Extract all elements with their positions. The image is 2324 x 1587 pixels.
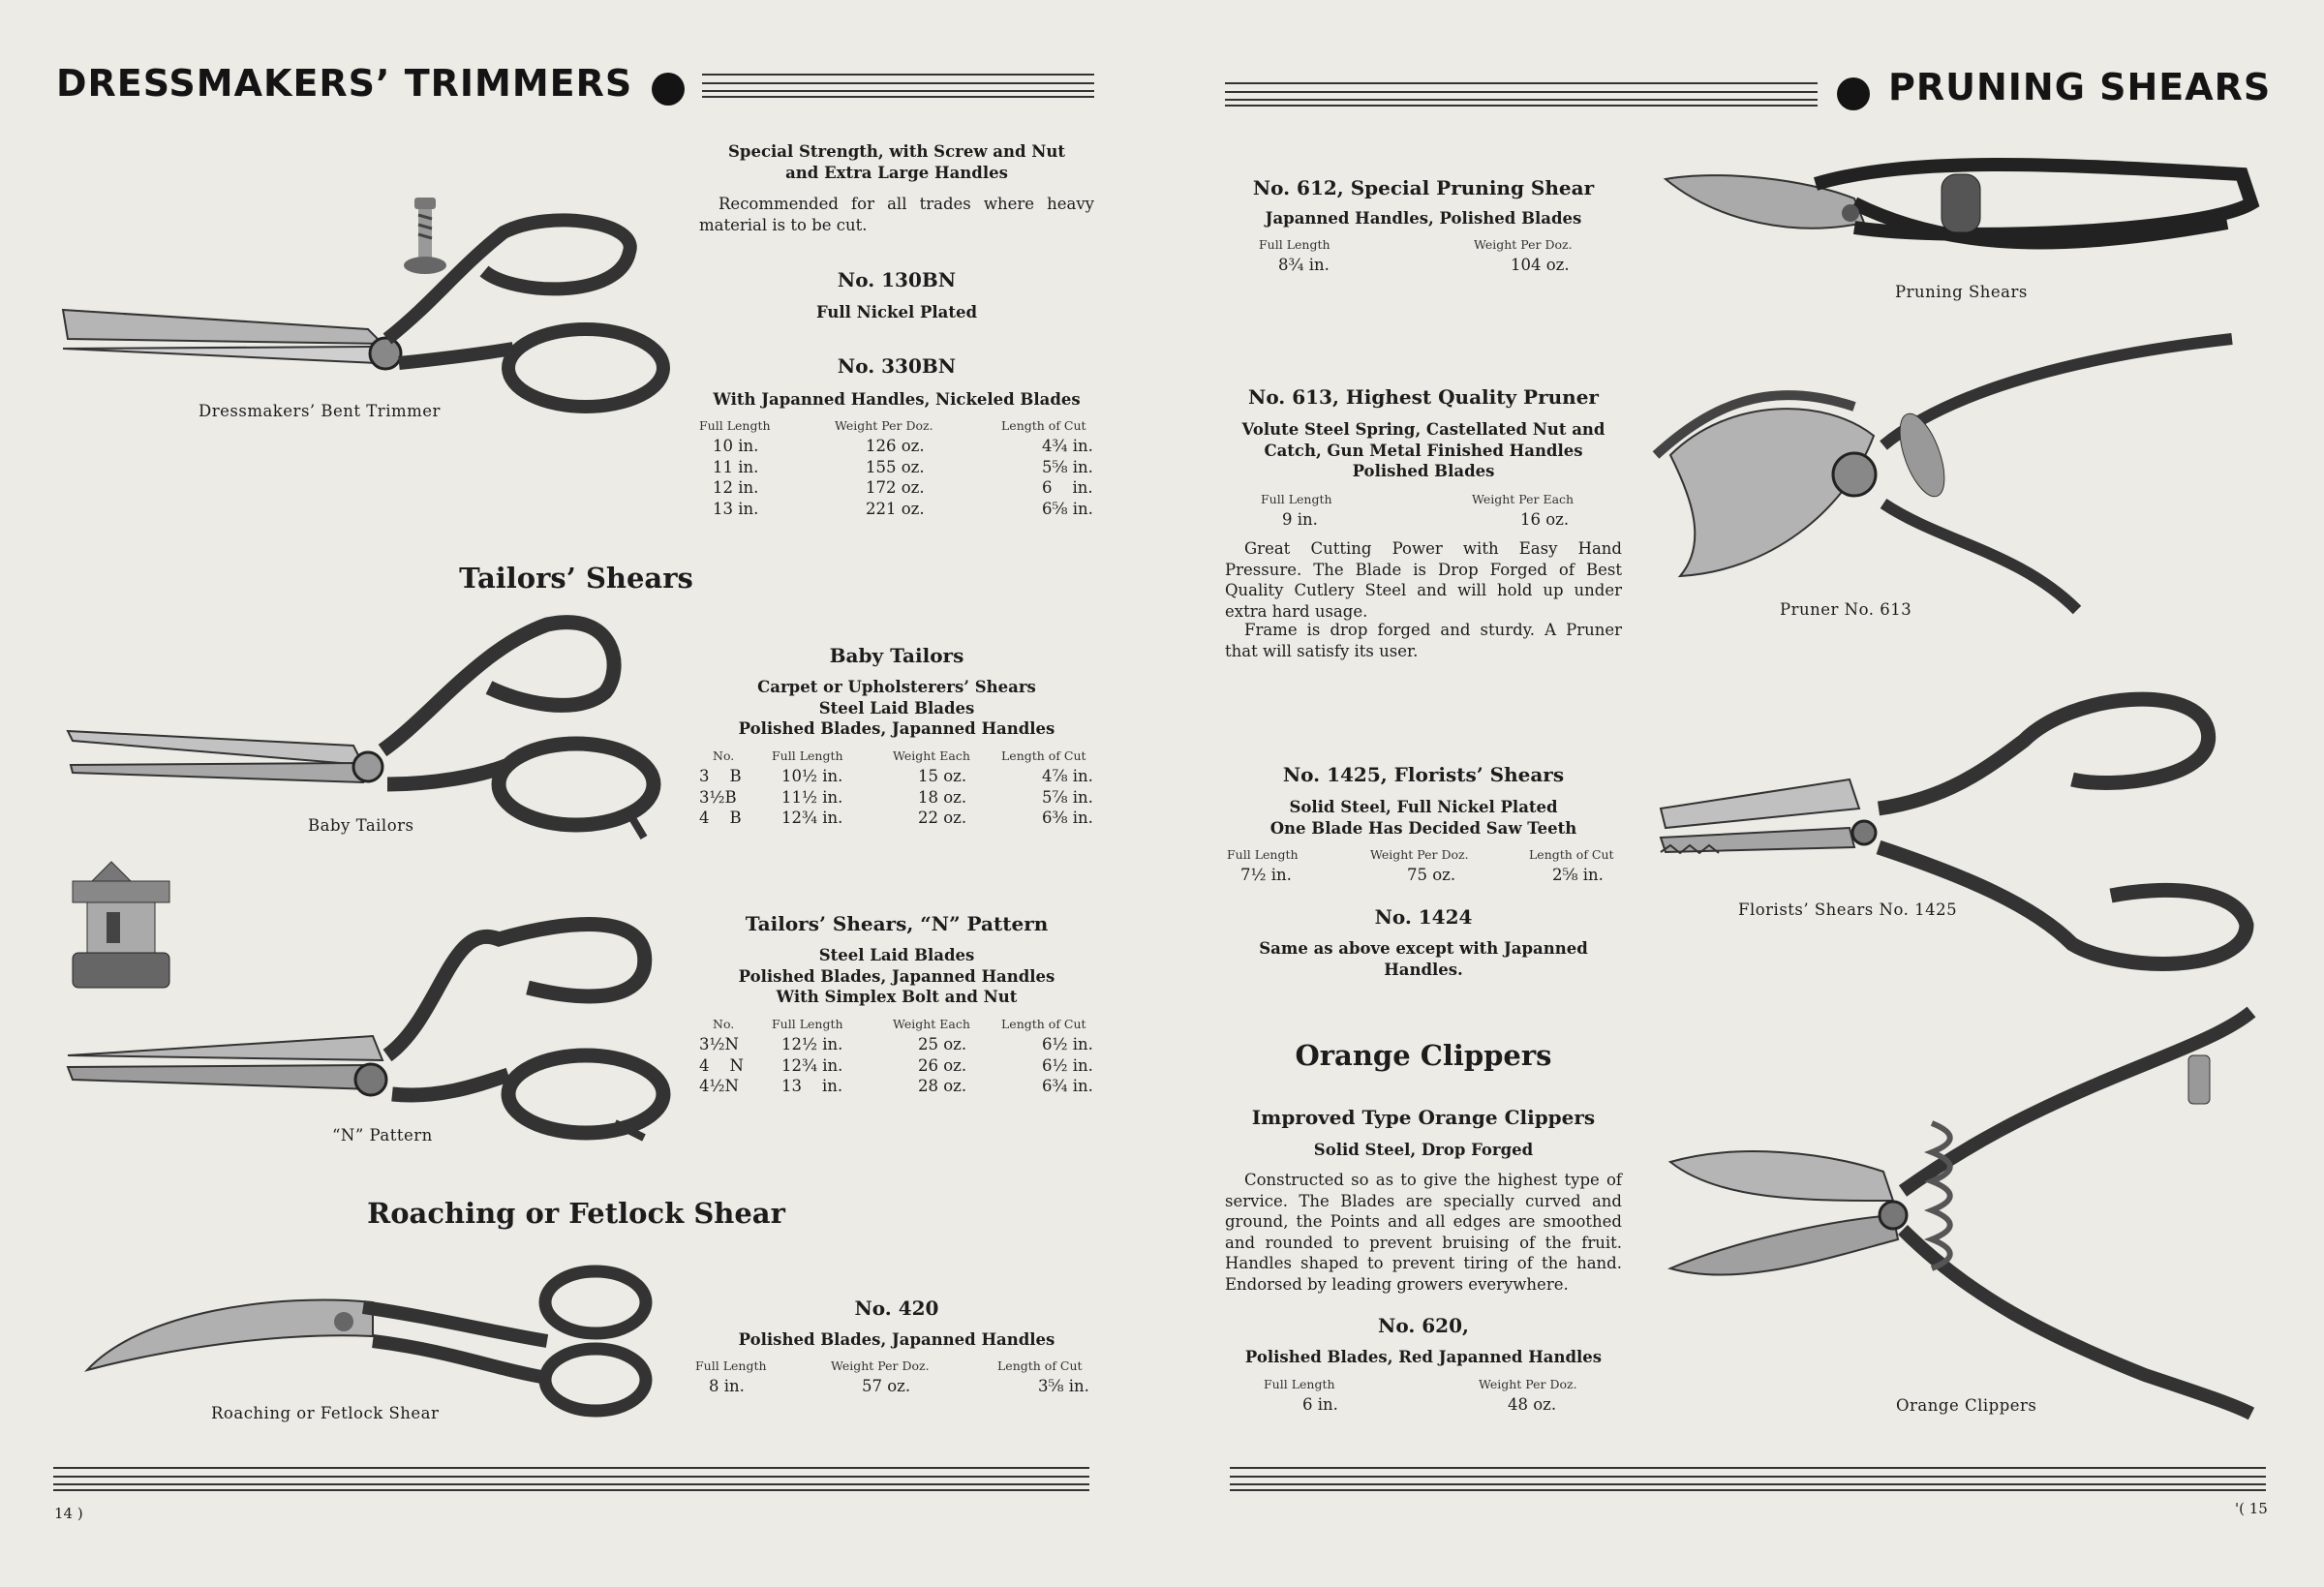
caption-florists: Florists’ Shears No. 1425 [1738,900,1958,919]
table-cell: 6¾ in. [1042,1077,1093,1095]
table-cell: 5⅝ in. [1042,457,1093,476]
table-cell: 57 oz. [862,1377,911,1395]
th-full-length: Full Length [1259,237,1330,252]
no-420-sub: Polished Blades, Japanned Handles [738,1330,1055,1349]
th-no: No. [713,748,735,763]
no-620-sub: Polished Blades, Red Japanned Handles [1244,1348,1603,1366]
table-cell: 3 B [699,767,742,785]
table-cell: 7½ in. [1240,866,1292,884]
improved-para: Constructed so as to give the highest type of service. The Blades are specially curved and ground, the Points and all edges are smoothed and rounded to prevent bruising of the fruit. Handles shaped to prevent tiring of the hand. Endorsed by leading growers everywhere. [1225,1171,1622,1294]
table-cell: 25 oz. [918,1035,967,1053]
right-page-heading: PRUNING SHEARS [1888,66,2272,108]
spec-table-n-pattern [699,1017,1094,1104]
heading-rules [702,74,1094,76]
th-weight: Weight Per Doz. [1479,1377,1577,1391]
th-length-cut: Length of Cut [1001,748,1086,763]
section-tailors-shears: Tailors’ Shears [459,562,693,595]
no-613-sub: Volute Steel Spring, Castellated Nut and Catch, Gun Metal Finished Handles Polished Blades [1241,420,1605,480]
th-full-length: Full Length [695,1358,767,1373]
pruner-613-image [1651,320,2251,634]
table-cell: 155 oz. [866,457,925,476]
heading-rule [702,96,1094,98]
scissors-icon [87,1271,646,1411]
special-strength-title: Special Strength, with Screw and Nut and Extra Large Handles [728,142,1065,182]
no-1424-title: No. 1424 [1374,905,1473,929]
n-pattern-title: Tailors’ Shears, “N” Pattern [745,912,1049,935]
nut-icon [73,862,169,988]
th-full-length: Full Length [1227,847,1299,862]
pruner-icon [1656,339,2232,610]
table-cell: 8 in. [709,1377,745,1395]
table-cell: 2⅝ in. [1552,866,1604,884]
th-weight: Weight Per Doz. [831,1358,930,1373]
table-cell: 11 in. [713,457,759,476]
table-cell: 172 oz. [866,478,925,497]
table-cell: 10½ in. [781,767,843,785]
page-number-right: '( 15 [2235,1500,2268,1517]
caption-pruning-shears: Pruning Shears [1895,283,2028,301]
table-cell: 4 B [699,809,742,827]
no-613-para1: Great Cutting Power with Easy Hand Pressure. The Blade is Drop Forged of Best Quality Cutlery Steel and will hold up under extra hard usage. [1225,539,1622,621]
th-full-length: Full Length [1261,492,1332,506]
scissors-icon [63,220,663,407]
th-length-cut: Length of Cut [997,1358,1083,1373]
baby-tailors-title: Baby Tailors [829,644,964,667]
caption-n-pattern: “N” Pattern [332,1126,433,1144]
no-613-para2: Frame is drop forged and sturdy. A Pruner that will satisfy its user. [1225,621,1622,660]
th-weight: Weight Each [893,1017,970,1031]
table-cell: 48 oz. [1508,1395,1557,1414]
th-weight: Weight Per Doz. [1474,237,1573,252]
table-cell: 4 N [699,1055,744,1075]
table-cell: 5⅞ in. [1042,787,1093,807]
no-1425-title: No. 1425, Florists’ Shears [1282,763,1565,786]
improved-sub: Solid Steel, Drop Forged [1313,1141,1534,1159]
no-620-title: No. 620, [1378,1314,1469,1337]
left-page-heading: DRESSMAKERS’ TRIMMERS [56,62,633,105]
table-cell: 15 oz. [918,767,967,785]
table-cell: 26 oz. [918,1055,967,1075]
section-roaching: Roaching or Fetlock Shear [367,1197,785,1230]
th-full-length: Full Length [772,1017,843,1031]
no-130bn-sub: Full Nickel Plated [815,303,978,321]
table-cell: 3⅝ in. [1038,1377,1089,1395]
table-cell: 221 oz. [866,499,925,518]
page-number-left: 14 ) [54,1505,83,1522]
no-330bn-sub: With Japanned Handles, Nickeled Blades [713,390,1081,409]
table-cell: 126 oz. [866,437,925,455]
table-cell: 13 in. [781,1077,843,1095]
th-length-cut: Length of Cut [1001,1017,1086,1031]
pruning-shears-icon [1666,165,2251,242]
table-cell: 6⅝ in. [1042,499,1093,518]
improved-title: Improved Type Orange Clippers [1251,1106,1596,1129]
scissors-icon [68,623,654,838]
screw-icon [404,198,446,274]
footer-rule-left [53,1489,1089,1491]
table-cell: 9 in. [1282,510,1318,529]
table-cell: 6 in. [1042,478,1093,497]
th-full-length: Full Length [699,418,771,433]
table-cell: 3½B [699,787,737,807]
footer-rules-right [1230,1467,2266,1469]
spec-table-420 [695,1358,1094,1402]
th-full-length: Full Length [1264,1377,1335,1391]
spec-table-baby [699,748,1094,836]
table-cell: 18 oz. [918,787,967,807]
heading-bullet-right [1837,77,1870,110]
caption-bent-trimmer: Dressmakers’ Bent Trimmer [199,402,441,420]
no-1425-sub: Solid Steel, Full Nickel Plated One Blade Has Decided Saw Teeth [1269,798,1577,838]
special-strength-desc: Recommended for all trades where heavy material is to be cut. [699,195,1094,234]
table-cell: 6½ in. [1042,1055,1093,1075]
baby-tailors-sub: Carpet or Upholsterers’ Shears Steel Laid Blades Polished Blades, Japanned Handles [738,678,1055,738]
n-pattern-sub: Steel Laid Blades Polished Blades, Japanned Handles With Simplex Bolt and Nut [738,946,1055,1006]
table-cell: 6⅜ in. [1042,809,1093,827]
florists-shears-image [1656,683,2266,973]
spec-table-620 [1264,1377,1612,1420]
th-full-length: Full Length [772,748,843,763]
th-weight: Weight Per Each [1472,492,1575,506]
spec-table-612 [1259,237,1607,281]
heading-bullet [652,73,685,106]
spec-table-330bn [699,418,1094,525]
th-weight: Weight Per Doz. [835,418,933,433]
pruning-shears-image [1661,145,2271,290]
table-cell: 10 in. [713,437,759,455]
table-cell: 12½ in. [781,1035,843,1053]
no-330bn-title: No. 330BN [837,354,957,378]
th-length-cut: Length of Cut [1001,418,1086,433]
th-weight: Weight Each [893,748,970,763]
caption-roaching: Roaching or Fetlock Shear [211,1404,440,1422]
table-cell: 11½ in. [781,787,843,807]
table-cell: 4⅞ in. [1042,767,1093,785]
caption-pruner-613: Pruner No. 613 [1780,600,1912,619]
florists-shears-icon [1661,699,2247,963]
table-cell: 75 oz. [1407,866,1456,884]
table-cell: 8¾ in. [1278,256,1330,274]
no-1424-sub: Same as above except with Japanned Handles. [1259,939,1588,979]
section-orange-clippers: Orange Clippers [1295,1039,1552,1072]
th-no: No. [713,1017,735,1031]
th-weight: Weight Per Doz. [1370,847,1469,862]
spec-table-613 [1261,492,1609,535]
no-612-title: No. 612, Special Pruning Shear [1252,176,1595,199]
spec-table-1425 [1227,847,1624,891]
table-cell: 6 in. [1302,1395,1338,1414]
heading-rule-right [1225,105,1818,107]
orange-clippers-image [1661,1007,2266,1423]
table-cell: 4½N [699,1077,739,1095]
heading-rules-right [1225,82,1818,84]
n-pattern-image [63,852,673,1143]
table-cell: 28 oz. [918,1077,967,1095]
footer-rule-right [1230,1489,2266,1491]
caption-baby-tailors: Baby Tailors [308,816,414,835]
table-cell: 4¾ in. [1042,437,1093,455]
no-612-sub: Japanned Handles, Polished Blades [1265,209,1582,228]
orange-clippers-icon [1670,1012,2251,1414]
caption-orange-clippers: Orange Clippers [1896,1396,2037,1415]
table-cell: 12¾ in. [781,1055,843,1075]
table-cell: 6½ in. [1042,1035,1093,1053]
table-cell: 16 oz. [1520,510,1570,529]
th-length-cut: Length of Cut [1529,847,1614,862]
bent-trimmer-image [58,194,668,416]
no-613-title: No. 613, Highest Quality Pruner [1248,385,1599,409]
table-cell: 104 oz. [1511,256,1570,274]
no-420-title: No. 420 [854,1297,939,1320]
table-cell: 13 in. [713,499,759,518]
table-cell: 12¾ in. [781,809,843,827]
table-cell: 12 in. [713,478,759,497]
no-130bn-title: No. 130BN [837,268,957,291]
baby-tailors-image [63,610,673,842]
footer-rules-left [53,1467,1089,1469]
table-cell: 22 oz. [918,809,967,827]
table-cell: 3½N [699,1035,739,1053]
